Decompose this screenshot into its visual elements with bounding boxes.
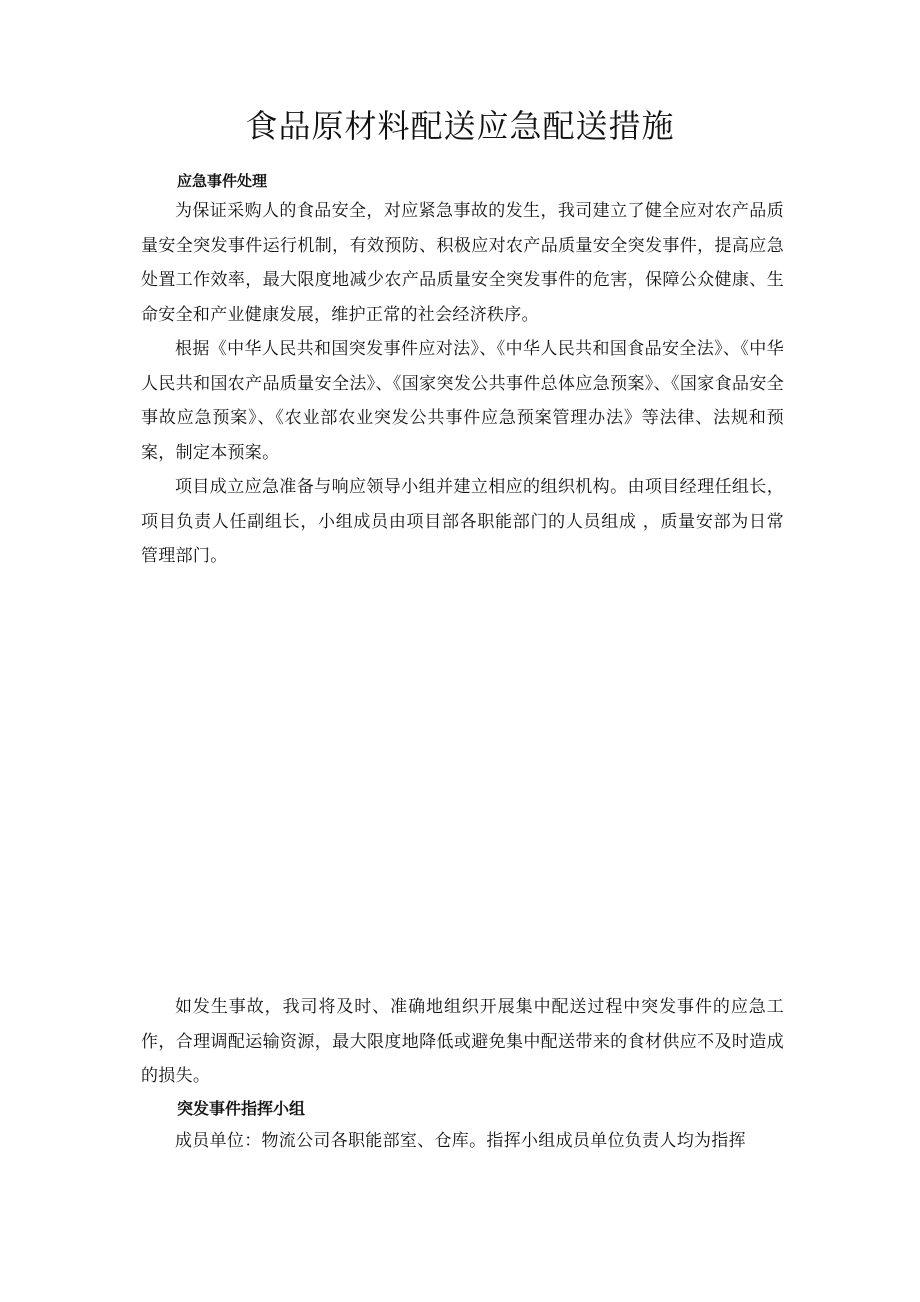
paragraph: 项目成立应急准备与响应领导小组并建立相应的组织机构。由项目经理任组长，项目负责人任副组长，小组成员由项目部各职能部门的人员组成 ，质量安部为日常管理部门。 (141, 477, 784, 566)
paragraph: 根据《中华人民共和国突发事件应对法》、《中华人民共和国食品安全法》、《中华人民共和国农产品质量安全法》、《国家突发公共事件总体应急预案》、《国家食品安全事故应急预案》、《农业部农业突发公共事件应急预案管理办法》等法律、法规和预案，制定本预案。 (141, 339, 784, 463)
paragraph: 如发生事故，我司将及时、准确地组织开展集中配送过程中突发事件的应急工作，合理调配运输资源，最大限度地降低或避免集中配送带来的食材供应不及时造成的损失。 (141, 997, 784, 1086)
paragraph: 成员单位：物流公司各职能部室、仓库。指挥小组成员单位负责人均为指挥 (175, 1130, 746, 1151)
section-heading: 突发事件指挥小组 (177, 1098, 306, 1118)
section-heading: 应急事件处理 (177, 172, 268, 190)
document-title: 食品原材料配送应急配送措施 (245, 107, 675, 145)
paragraph: 为保证采购人的食品安全，对应紧急事故的发生，我司建立了健全应对农产品质量安全突发事件运行机制，有效预防、积极应对农产品质量安全突发事件，提高应急处置工作效率，最大限度地减少农产品质量安全突发事件的危害，保障公众健康、生命安全和产业健康发展，维护正常的社会经济秩序。 (141, 201, 784, 325)
section-command-group (141, 990, 784, 1158)
section-emergency-handling (141, 168, 784, 574)
